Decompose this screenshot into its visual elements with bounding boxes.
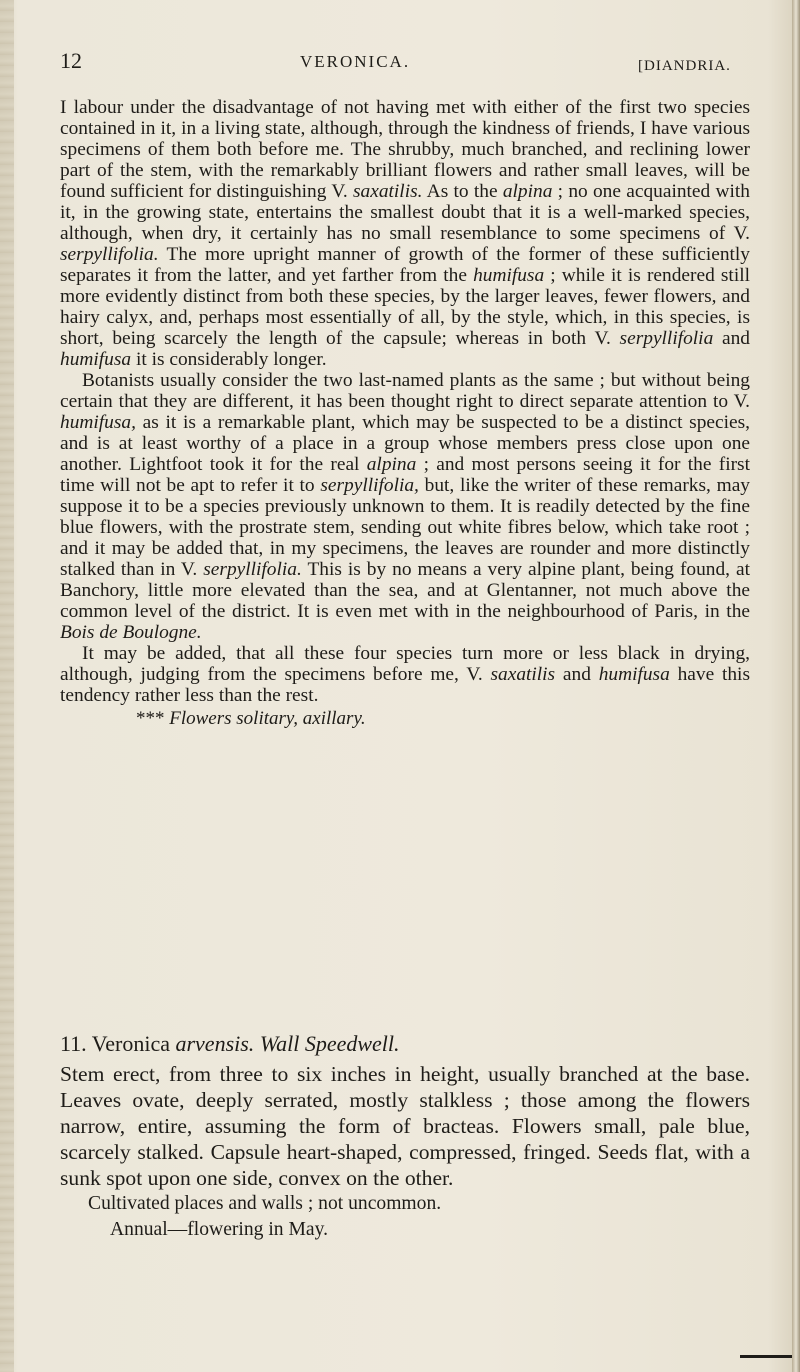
paragraph-1 bbox=[60, 97, 750, 370]
text-run: it is considerably longer. bbox=[131, 349, 327, 370]
species-common-name: Wall Speedwell. bbox=[259, 1031, 400, 1056]
text-run: ; while it is rendered still more evidently distinct from both these species, by the larger leaves, fewer flowers, and hairy calyx, and, perhaps most essentially of all, by the style, which, in this species, is short, being scarcely the length of the capsule; whereas in both V. bbox=[60, 265, 750, 349]
text-run: Botanists usually consider the two last-named plants as the same ; but without being certain that they are different, it has been thought right to direct separate attention to V. bbox=[60, 370, 750, 412]
page-binding-edge bbox=[0, 0, 14, 1372]
italic-term: humifusa bbox=[473, 265, 545, 286]
italic-term: humifusa bbox=[60, 349, 132, 370]
italic-term: alpina bbox=[502, 181, 553, 202]
italic-term: humifusa bbox=[598, 664, 670, 685]
running-header bbox=[0, 48, 800, 88]
species-epithet: arvensis. bbox=[175, 1031, 255, 1056]
species-genus: Veronica bbox=[91, 1031, 170, 1056]
italic-term: saxatilis. bbox=[352, 181, 423, 202]
italic-term: humifusa, bbox=[60, 412, 136, 433]
text-run: but, like the writer of these remarks, may suppose it to be a species previously unknown to them. It is readily detected by the fine blue flowers, with the prostrate stem, sending out white fibres below, which take root ; and it may be added that, in my specimens, the leaves are rounder and more distinctly stalked than in V. bbox=[60, 475, 750, 580]
text-run: The more upright manner of growth of the former of these sufficiently separates it from the latter, and yet farther from the bbox=[60, 244, 750, 286]
italic-term: serpyllifolia, bbox=[320, 475, 419, 496]
species-duration: Annual—flowering in May. bbox=[110, 1219, 329, 1240]
body-text bbox=[60, 97, 750, 730]
section-heading-text: Flowers solitary, axillary. bbox=[169, 708, 366, 729]
italic-term: alpina bbox=[366, 454, 417, 475]
running-class: [DIANDRIA. bbox=[638, 58, 731, 74]
italic-term: serpyllifolia bbox=[619, 328, 714, 349]
paragraph-3 bbox=[60, 643, 750, 706]
italic-term: saxatilis bbox=[490, 664, 556, 685]
text-run: and bbox=[555, 664, 599, 685]
italic-term: serpyllifolia. bbox=[203, 559, 302, 580]
page-number: 12 bbox=[60, 48, 82, 73]
section-heading bbox=[60, 708, 750, 730]
text-run: It may be added, that all these four species turn more or less black in drying, although, judging from the specimens before me, V. bbox=[60, 643, 750, 685]
species-title bbox=[60, 1031, 750, 1057]
text-run: ; and most persons seeing it for the first time will not be apt to refer it to bbox=[60, 454, 750, 496]
text-run: As to the bbox=[422, 181, 503, 202]
running-title: VERONICA. bbox=[300, 52, 411, 71]
bottom-rule bbox=[740, 1355, 792, 1358]
text-run: as it is a remarkable plant, which may be suspected to be a distinct species, and is at least worthy of a place in a group whose members press close upon one another. Lightfoot took it for the real bbox=[60, 412, 750, 475]
species-entry bbox=[60, 1031, 750, 1243]
italic-term: Bois de Boulogne. bbox=[60, 622, 202, 643]
paragraph-2 bbox=[60, 370, 750, 643]
text-run: I labour under the disadvantage of not having met with either of the first two species contained in it, in a living state, although, through the kindness of friends, I have various specimens of them both before me. The shrubby, much branched, and reclining lower part of the stem, with the remarkably brilliant flowers and rather small leaves, will be found sufficient for distinguishing V. bbox=[60, 97, 750, 202]
section-heading-stars: *** bbox=[136, 708, 165, 729]
species-number: 11. bbox=[60, 1031, 87, 1056]
text-run: have this tendency rather less than the rest. bbox=[60, 664, 750, 706]
page-right-edge bbox=[792, 0, 800, 1372]
text-run: and bbox=[713, 328, 750, 349]
species-habitat: Cultivated places and walls ; not uncommon. bbox=[88, 1193, 442, 1214]
text-run: ; no one acquainted with it, in the growing state, entertains the smallest doubt that it is a well-marked species, although, when dry, it certainly has no small resemblance to some specimens of V. bbox=[60, 181, 750, 244]
italic-term: serpyllifolia. bbox=[60, 244, 159, 265]
species-description: Stem erect, from three to six inches in height, usually branched at the base. Leaves ovate, deeply serrated, mostly stalkless ; those among the flowers narrow, entire, assuming the form of bracteas. Flowers small, pale blue, scarcely stalked. Capsule heart-shaped, compressed, fringed. Seeds flat, with a sunk spot upon one side, convex on the other. bbox=[60, 1062, 750, 1190]
text-run: This is by no means a very alpine plant, being found, at Banchory, little more elevated than the sea, and at Glentanner, not much above the common level of the district. It is even met with in the neighbourhood of Paris, in the bbox=[60, 559, 750, 622]
